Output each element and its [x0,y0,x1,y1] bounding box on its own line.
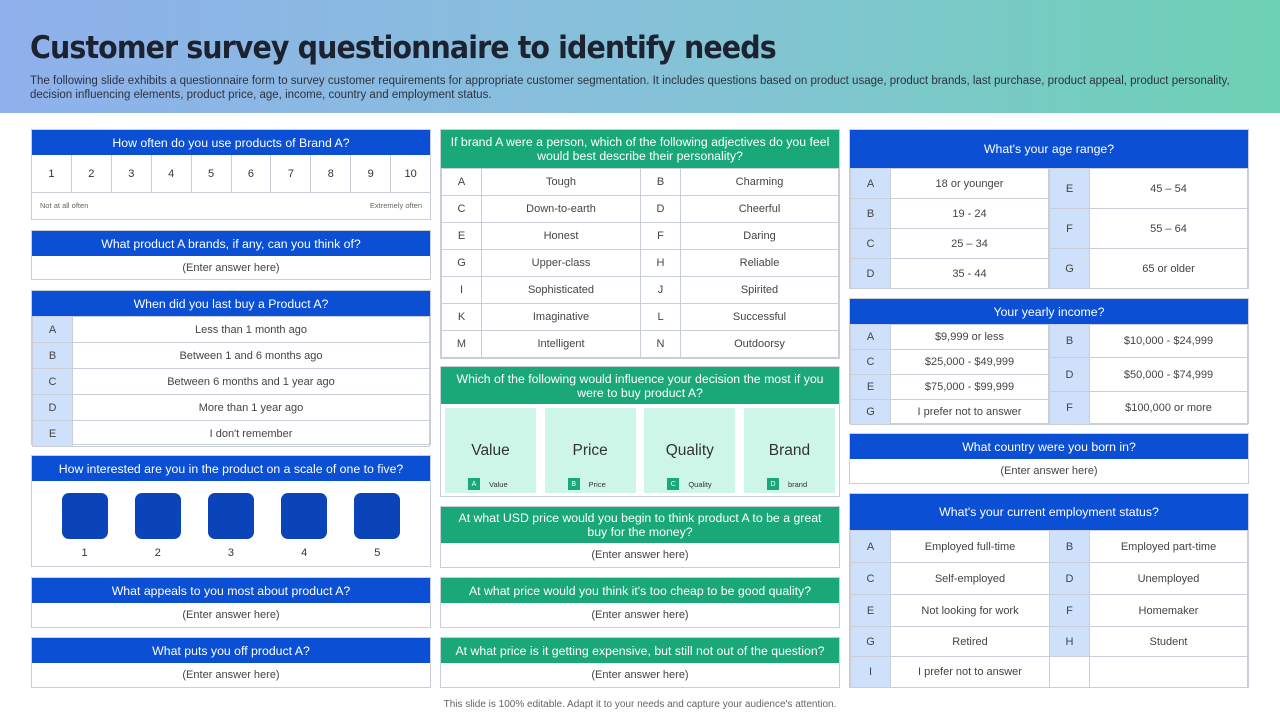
option-text[interactable]: 55 – 64 [1090,209,1248,249]
rating-square[interactable] [135,493,181,539]
option-text[interactable]: Daring [681,223,839,250]
tile-name: Value [471,442,510,459]
rating-square[interactable] [281,493,327,539]
scale-option[interactable]: 9 [351,155,391,193]
option-letter: C [851,229,891,259]
influence-tile[interactable] [545,408,636,493]
question-usage-header: How often do you use products of Brand A? [32,130,430,155]
option-text[interactable]: Spirited [681,277,839,304]
option-text[interactable]: Upper-class [482,250,641,277]
influence-tile[interactable] [744,408,835,493]
option-text[interactable]: $25,000 - $49,999 [891,350,1049,375]
option-text[interactable]: I prefer not to answer [891,657,1050,688]
scale-high-label: Extremely often [369,201,422,210]
page-subtitle: The following slide exhibits a questionnaire form to survey customer requirements for appropriate customer segmentation. It includes questions based on product usage, product brands, last purchase, product appeal, product personality, decision influencing elements, product price, age, income, country and employment status. [30,75,1230,101]
option-text[interactable]: Unemployed [1090,563,1248,595]
option-text[interactable]: $10,000 - $24,999 [1090,325,1248,358]
rating-label: 4 [301,547,308,559]
question-income-header: Your yearly income? [850,299,1248,324]
tile-name: Price [572,442,608,459]
scale-option[interactable]: 3 [112,155,152,193]
question-influence-header: Which of the following would influence your decision the most if you were to buy product A? [441,367,839,404]
tile-letter: D [767,478,779,490]
option-text[interactable]: 18 or younger [891,169,1049,199]
income-options-right [1049,324,1248,425]
option-letter: I [442,277,482,304]
scale-option[interactable]: 8 [311,155,351,193]
option-letter: G [851,627,891,657]
question-age [849,129,1249,289]
rating-square[interactable] [62,493,108,539]
tile-caption: Value [489,479,508,489]
option-text[interactable]: 45 – 54 [1090,169,1248,209]
question-country-header: What country were you born in? [850,434,1248,459]
question-income [849,298,1249,424]
header-banner [0,0,1280,113]
option-text[interactable]: Honest [482,223,641,250]
scale-option[interactable]: 6 [232,155,272,193]
option-text[interactable]: 25 – 34 [891,229,1049,259]
question-last-purchase [31,290,431,445]
option-text[interactable]: Between 1 and 6 months ago [73,343,430,369]
answer-field[interactable]: (Enter answer here) [591,669,689,681]
option-letter: J [641,277,681,304]
option-letter: E [851,375,891,400]
rating-square[interactable] [354,493,400,539]
option-letter: E [442,223,482,250]
option-text[interactable]: Between 6 months and 1 year ago [73,369,430,395]
question-age-header: What's your age range? [850,130,1248,168]
income-options-left [850,324,1049,425]
rating-label: 5 [374,547,381,559]
rating-label: 3 [227,547,235,559]
rating-label: 1 [81,547,88,559]
option-letter: F [1050,595,1090,627]
question-putoff [31,637,431,688]
empty-cell [1090,657,1248,688]
scale-option[interactable]: 1 [32,155,72,193]
page-title: Customer survey questionnaire to identify needs [30,30,776,66]
option-letter: D [1050,563,1090,595]
question-price-expensive-header: At what price is it getting expensive, but still not out of the question? [441,638,839,663]
tile-caption: brand [787,479,808,489]
last-purchase-options [32,316,430,447]
empty-cell [1050,657,1090,688]
option-text[interactable]: I prefer not to answer [891,400,1049,425]
option-text[interactable]: Charming [681,169,839,196]
option-text[interactable]: Outdoorsy [681,331,839,358]
option-letter: E [851,595,891,627]
option-text[interactable]: Retired [891,627,1050,657]
option-letter: D [1050,358,1090,392]
option-text[interactable]: 65 or older [1090,249,1248,289]
option-text[interactable]: Employed full-time [891,531,1050,563]
tile-letter: A [468,478,480,490]
tile-letter: C [667,478,679,490]
question-interest-header: How interested are you in the product on a scale of one to five? [32,456,430,481]
option-letter: B [851,199,891,229]
question-country [849,433,1249,484]
employment-options [850,530,1248,688]
answer-field[interactable]: (Enter answer here) [182,669,280,681]
option-letter: D [641,196,681,223]
option-letter: C [442,196,482,223]
option-text[interactable]: I don't remember [73,421,430,447]
scale-option[interactable]: 4 [152,155,192,193]
question-brands-header: What product A brands, if any, can you think of? [32,231,430,256]
question-price-expensive [440,637,840,688]
option-text[interactable]: Self-employed [891,563,1050,595]
question-influence [440,366,840,497]
option-letter: D [851,259,891,289]
question-price-cheap [440,577,840,628]
option-text[interactable]: Tough [482,169,641,196]
question-employment [849,493,1249,688]
question-personality-header: If brand A were a person, which of the following adjectives do you feel would best describe their personality? [441,130,839,168]
option-text[interactable]: Less than 1 month ago [73,317,430,343]
option-text[interactable]: Down-to-earth [482,196,641,223]
option-letter: H [641,250,681,277]
option-letter: C [33,369,73,395]
question-personality [440,129,840,359]
tile-name: Quality [665,442,714,459]
answer-field[interactable]: (Enter answer here) [591,609,689,621]
question-price-great [440,506,840,568]
question-last-purchase-header: When did you last buy a Product A? [32,291,430,316]
question-appeal-header: What appeals to you most about product A? [32,578,430,603]
option-letter: F [1050,392,1090,425]
option-letter: A [33,317,73,343]
question-putoff-header: What puts you off product A? [32,638,430,663]
age-options-right [1049,168,1248,289]
option-letter: D [33,395,73,421]
question-appeal [31,577,431,628]
answer-field[interactable]: (Enter answer here) [591,549,689,561]
question-price-great-header: At what USD price would you begin to think product A to be a great buy for the money? [441,507,839,543]
answer-field[interactable]: (Enter answer here) [1000,465,1098,477]
scale-low-label: Not at all often [40,201,89,210]
rating-square[interactable] [208,493,254,539]
influence-tile[interactable] [445,408,536,493]
option-letter: G [1050,249,1090,289]
option-text[interactable]: Intelligent [482,331,641,358]
option-text[interactable]: Imaginative [482,304,641,331]
footer-note: This slide is 100% editable. Adapt it to your needs and capture your audience's attention. [443,699,837,710]
option-letter: A [851,325,891,350]
option-text[interactable]: More than 1 year ago [73,395,430,421]
usage-scale-legend [32,193,430,218]
tile-letter: B [568,478,580,490]
answer-field[interactable]: (Enter answer here) [182,609,280,621]
option-letter: E [33,421,73,447]
option-text[interactable]: Not looking for work [891,595,1050,627]
rating-label: 2 [154,547,161,559]
option-letter: F [1050,209,1090,249]
option-text[interactable]: $75,000 - $99,999 [891,375,1049,400]
tile-name: Brand [768,442,811,459]
usage-scale [32,155,430,193]
option-letter: B [33,343,73,369]
option-letter: F [641,223,681,250]
answer-field[interactable]: (Enter answer here) [182,261,280,274]
influence-tiles [441,404,839,497]
influence-tile[interactable] [644,408,735,493]
option-letter: C [851,563,891,595]
option-text[interactable]: Homemaker [1090,595,1248,627]
tile-caption: Price [588,479,606,489]
tile-caption: Quality [688,479,712,489]
option-letter: B [1050,531,1090,563]
option-letter: E [1050,169,1090,209]
option-letter: H [1050,627,1090,657]
option-letter: A [442,169,482,196]
question-employment-header: What's your current employment status? [850,494,1248,530]
option-letter: L [641,304,681,331]
option-text[interactable]: $100,000 or more [1090,392,1248,425]
scale-option[interactable]: 10 [391,155,430,193]
option-text[interactable]: Cheerful [681,196,839,223]
option-letter: A [851,531,891,563]
option-letter: G [851,400,891,425]
scale-option[interactable]: 5 [192,155,232,193]
option-text[interactable]: Successful [681,304,839,331]
option-text[interactable]: 35 - 44 [891,259,1049,289]
option-letter: G [442,250,482,277]
option-text[interactable]: $50,000 - $74,999 [1090,358,1248,392]
question-brands [31,230,431,280]
age-options-left [850,168,1049,289]
option-text[interactable]: $9,999 or less [891,325,1049,350]
personality-options [441,168,839,358]
option-text[interactable]: 19 - 24 [891,199,1049,229]
option-letter: A [851,169,891,199]
option-text[interactable]: Employed part-time [1090,531,1248,563]
option-letter: C [851,350,891,375]
option-text[interactable]: Reliable [681,250,839,277]
option-text[interactable]: Student [1090,627,1248,657]
interest-scale [32,481,430,559]
question-price-cheap-header: At what price would you think it's too cheap to be good quality? [441,578,839,603]
option-letter: M [442,331,482,358]
option-letter: K [442,304,482,331]
question-interest [31,455,431,567]
option-letter: B [1050,325,1090,358]
scale-option[interactable]: 2 [72,155,112,193]
option-letter: B [641,169,681,196]
option-letter: N [641,331,681,358]
option-text[interactable]: Sophisticated [482,277,641,304]
scale-option[interactable]: 7 [271,155,311,193]
question-usage [31,129,431,220]
option-letter: I [851,657,891,688]
